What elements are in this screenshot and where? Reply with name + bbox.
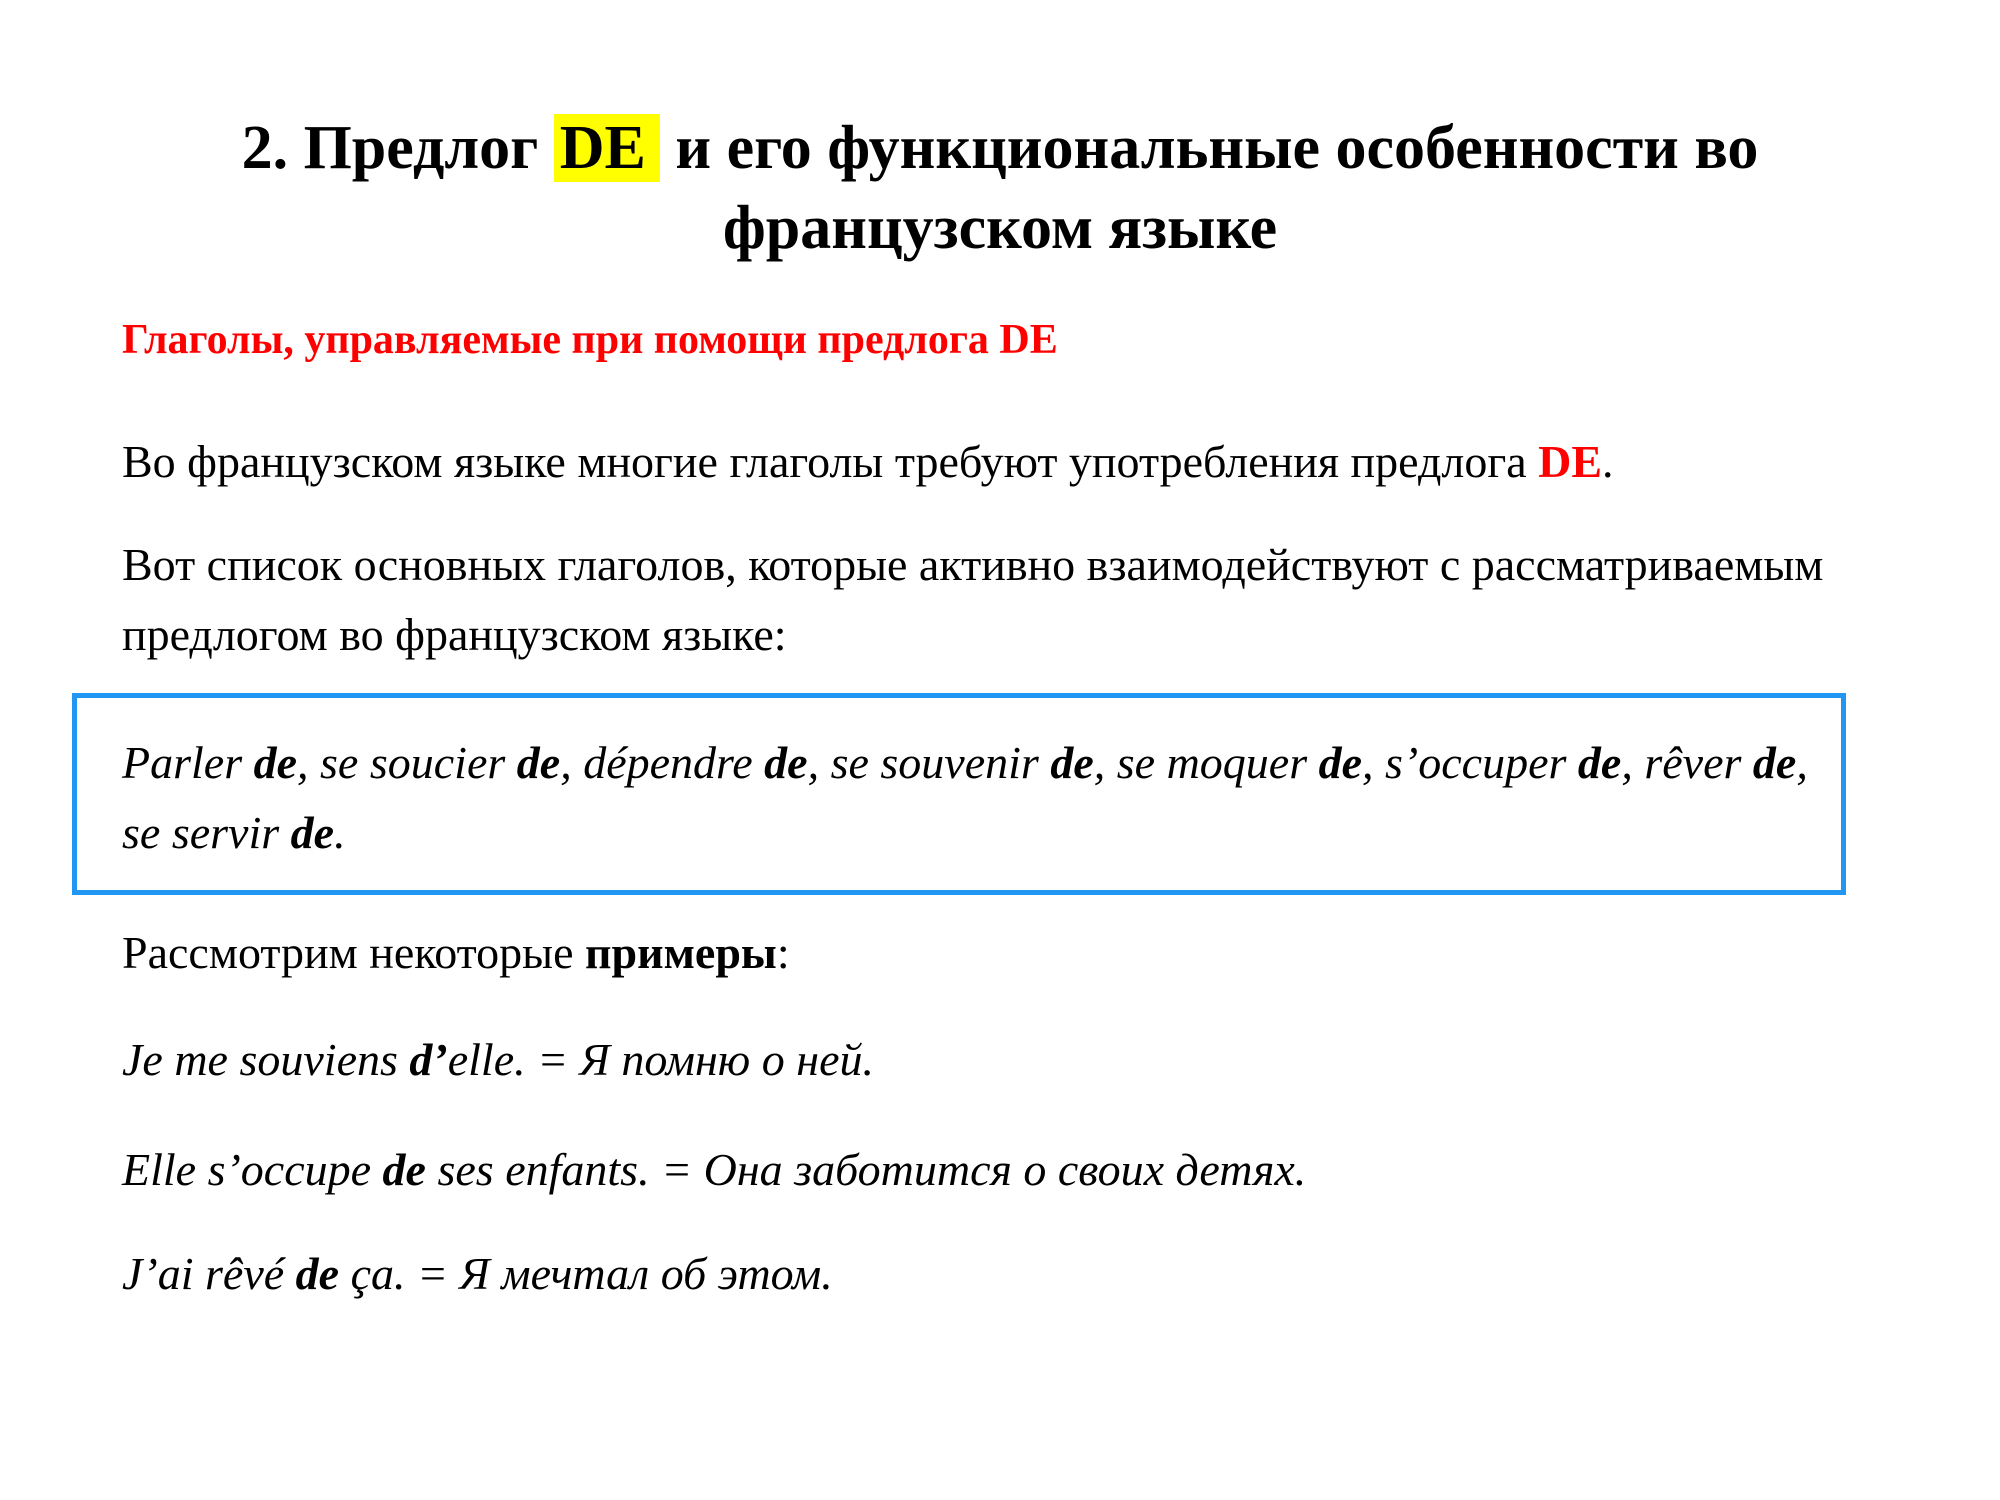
verb-item xyxy=(1117,737,1385,788)
intro-text: Во французском языке многие глаголы требуют употребления предлога xyxy=(122,436,1539,487)
verb-text: se souvenir xyxy=(830,737,1051,788)
verb-preposition: de xyxy=(290,807,335,858)
verb-separator: , xyxy=(297,737,321,788)
verb-item xyxy=(1644,737,1807,788)
verb-item xyxy=(831,737,1117,788)
list-intro-paragraph: Вот список основных глаголов, которые активно взаимодействуют с рассматриваемым предлогом во французском языке: xyxy=(122,539,1824,660)
verb-preposition: de xyxy=(253,737,298,788)
verb-separator: , xyxy=(807,737,831,788)
example-3 xyxy=(122,1244,833,1304)
verbs-list xyxy=(122,728,1822,868)
verb-text: Parler xyxy=(122,737,254,788)
verb-separator: , xyxy=(1362,737,1386,788)
example-preposition: de xyxy=(382,1144,426,1195)
verb-separator: , xyxy=(1093,737,1117,788)
examples-intro xyxy=(122,918,1842,988)
section-subtitle: Глаголы, управляемые при помощи предлога DE xyxy=(122,317,1058,363)
page-title xyxy=(100,108,1900,268)
example-2 xyxy=(122,1140,1306,1200)
verb-text: dépendre xyxy=(583,737,765,788)
verb-text: se moquer xyxy=(1116,737,1319,788)
verb-text: rêver xyxy=(1644,737,1753,788)
intro-end: . xyxy=(1602,436,1614,487)
intro-paragraph xyxy=(122,427,1842,497)
examples-intro-bold: примеры xyxy=(585,927,777,978)
verb-item xyxy=(583,737,830,788)
verb-text: se soucier xyxy=(320,737,517,788)
verb-text: se servir xyxy=(122,807,291,858)
verb-item xyxy=(320,737,583,788)
examples-intro-text: Рассмотрим некоторые xyxy=(122,927,585,978)
verb-text: s’occuper xyxy=(1385,737,1578,788)
verb-item xyxy=(122,807,346,858)
example-before: J’ai rêvé xyxy=(122,1248,296,1299)
verb-separator: , xyxy=(1621,737,1645,788)
example-1 xyxy=(122,1030,874,1090)
verb-preposition: de xyxy=(1050,737,1094,788)
verb-preposition: de xyxy=(516,737,561,788)
example-before: Elle s’occupe xyxy=(122,1144,383,1195)
example-preposition: de xyxy=(295,1248,340,1299)
example-after: ses enfants. = Она заботится о своих детях. xyxy=(425,1144,1307,1195)
verb-preposition: de xyxy=(1752,737,1797,788)
verb-preposition: de xyxy=(1318,737,1363,788)
verb-separator: , xyxy=(1796,737,1808,788)
verb-separator: , xyxy=(560,737,584,788)
examples-intro-end: : xyxy=(776,927,790,978)
example-after: ça. = Я мечтал об этом. xyxy=(339,1248,833,1299)
intro-emphasis-de: DE xyxy=(1538,436,1603,487)
title-text-end: и его функциональные особенности во французском языке xyxy=(659,114,1759,262)
example-before: Je me souviens xyxy=(122,1034,410,1085)
verb-separator: . xyxy=(334,807,346,858)
verb-preposition: de xyxy=(1577,737,1622,788)
example-preposition: d’ xyxy=(409,1034,448,1085)
example-after: elle. = Я помню о ней. xyxy=(447,1034,874,1085)
title-text-start: 2. Предлог xyxy=(241,114,554,182)
verb-preposition: de xyxy=(764,737,808,788)
title-highlight-de: DE xyxy=(554,114,660,182)
verb-item xyxy=(122,737,320,788)
verb-item xyxy=(1385,737,1644,788)
